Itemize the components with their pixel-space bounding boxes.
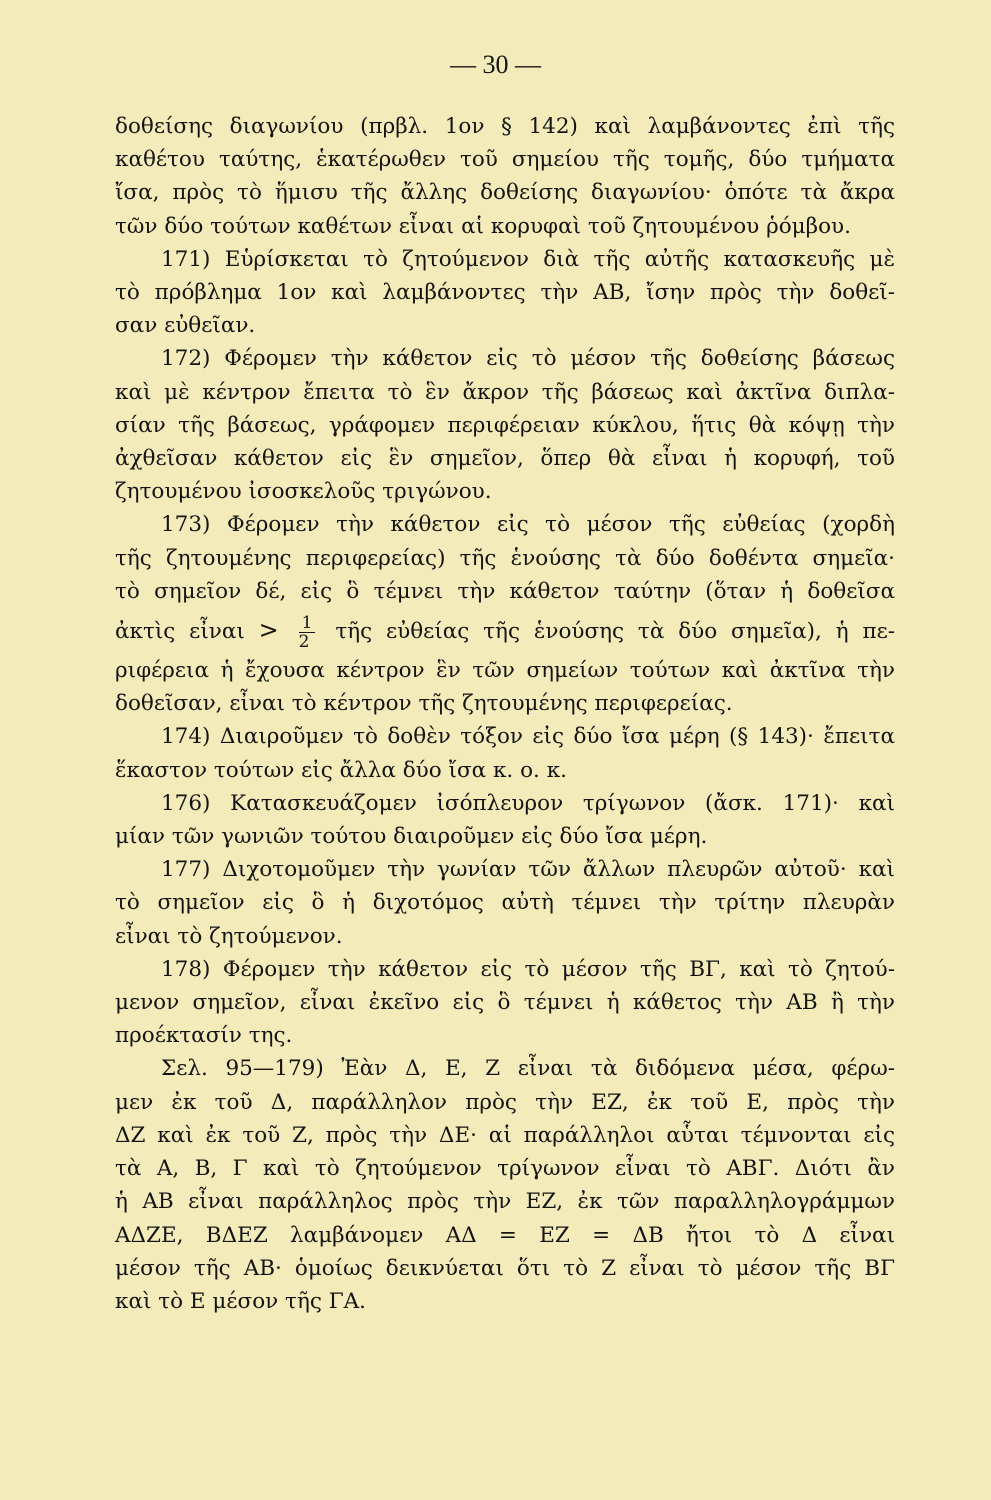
text-line: προέκτασίν της. (115, 1023, 293, 1049)
text-line: 178) Φέρομεν τὴν κάθετον εἰς τὸ μέσον τῆς ΒΓ, καὶ τὸ ζητού- (161, 956, 895, 982)
text-line: ἕκαστον τούτων εἰς ἄλλα δύο ἴσα κ. ο. κ. (115, 757, 567, 783)
text-line: 177) Διχοτομοῦμεν τὴν γωνίαν τῶν ἄλλων πλευρῶν αὐτοῦ· καὶ (161, 857, 895, 883)
text-line: τῆς ζητουμένης περιφερείας) τῆς ἑνούσης τὰ δύο δοθέντα σημεῖα· (115, 545, 895, 571)
text-line: ἴσα, πρὸς τὸ ἥμισυ τῆς ἄλλης δοθείσης διαγωνίου· ὁπότε τὰ ἄκρα (115, 180, 895, 206)
text-line: 171) Εὑρίσκεται τὸ ζητούμενον διὰ τῆς αὐτῆς κατασκευῆς μὲ (161, 246, 895, 272)
text-line: εἶναι τὸ ζητούμενον. (115, 923, 343, 949)
text-line: δοθείσης διαγωνίου (πρβλ. 1ον § 142) καὶ λαμβάνοντες ἐπὶ τῆς (115, 114, 895, 139)
fraction-denominator: 2 (298, 631, 310, 652)
text-line: τὸ πρόβλημα 1ον καὶ λαμβάνοντες τὴν ΑΒ, ἴσην πρὸς τὴν δοθεῖ- (115, 280, 895, 306)
text-line: σαν εὐθεῖαν. (115, 313, 256, 339)
text-line: σίαν τῆς βάσεως, γράφομεν περιφέρειαν κύκλου, ἥτις θὰ κόψῃ τὴν (115, 412, 895, 438)
fraction-line-before: ἀκτὶς εἶναι (115, 619, 245, 645)
text-line: δοθεῖσαν, εἶναι τὸ κέντρον τῆς ζητουμένης περιφερείας. (115, 691, 733, 717)
text-line: 176) Κατασκευάζομεν ἰσόπλευρον τρίγωνον (ἄσκ. 171)· καὶ (161, 790, 895, 816)
text-line: μίαν τῶν γωνιῶν τούτου διαιροῦμεν εἰς δύο ἴσα μέρη. (115, 824, 708, 850)
text-line: 174) Διαιροῦμεν τὸ δοθὲν τόξον εἰς δύο ἴσα μέρη (§ 143)· ἔπειτα (161, 724, 895, 750)
text-line: τὸ σημεῖον δέ, εἰς ὃ τέμνει τὴν κάθετον ταύτην (ὅταν ἡ δοθεῖσα (115, 578, 895, 604)
fraction-line (115, 608, 895, 654)
text-line: καθέτου ταύτης, ἑκατέρωθεν τοῦ σημείου τῆς τομῆς, δύο τμήματα (115, 147, 895, 173)
text-body (115, 110, 895, 1318)
text-line: μενον σημεῖον, εἶναι ἐκεῖνο εἰς ὃ τέμνει ἡ κάθετος τὴν ΑΒ ἢ τὴν (115, 990, 895, 1016)
text-line: ΔΖ καὶ ἐκ τοῦ Ζ, πρὸς τὴν ΔΕ· αἱ παράλληλοι αὗται τέμνονται εἰς (115, 1122, 895, 1148)
text-line: 172) Φέρομεν τὴν κάθετον εἰς τὸ μέσον τῆς δοθείσης βάσεως (161, 346, 895, 372)
text-line: τὰ Α, Β, Γ καὶ τὸ ζητούμενον τρίγωνον εἶναι τὸ ΑΒΓ. Διότι ἂν (115, 1156, 895, 1182)
greater-than-symbol: > (258, 616, 279, 645)
text-line: ἡ ΑΒ εἶναι παράλληλος πρὸς τὴν ΕΖ, ἐκ τῶν παραλληλογράμμων (115, 1189, 895, 1215)
text-line: ριφέρεια ἡ ἔχουσα κέντρον ἓν τῶν σημείων τούτων καὶ ἀκτῖνα τὴν (115, 658, 895, 684)
text-line: ζητουμένου ἰσοσκελοῦς τριγώνου. (115, 479, 492, 505)
fraction-one-half (299, 614, 316, 651)
fraction-numerator: 1 (299, 614, 316, 633)
page-number: — 30 — (450, 50, 541, 79)
text-line: Σελ. 95—179) Ἐὰν Δ, Ε, Ζ εἶναι τὰ διδόμενα μέσα, φέρω- (161, 1056, 895, 1082)
text-line: καὶ μὲ κέντρον ἔπειτα τὸ ἓν ἄκρον τῆς βάσεως καὶ ἀκτῖνα διπλα- (115, 379, 895, 405)
text-line: τὸ σημεῖον εἰς ὃ ἡ διχοτόμος αὐτὴ τέμνει τὴν τρίτην πλευρὰν (115, 890, 895, 916)
text-line: 173) Φέρομεν τὴν κάθετον εἰς τὸ μέσον τῆς εὐθείας (χορδὴ (161, 512, 895, 538)
text-line: τῶν δύο τούτων καθέτων εἶναι αἱ κορυφαὶ τοῦ ζητουμένου ῥόμβου. (115, 213, 851, 239)
text-line: ἀχθεῖσαν κάθετον εἰς ἓν σημεῖον, ὅπερ θὰ εἶναι ἡ κορυφή, τοῦ (115, 446, 895, 472)
text-line: μέσον τῆς ΑΒ· ὁμοίως δεικνύεται ὅτι τὸ Ζ εἶναι τὸ μέσον τῆς ΒΓ (115, 1255, 895, 1281)
fraction-line-after: τῆς εὐθείας τῆς ἑνούσης τὰ δύο σημεῖα), ἡ πε- (335, 619, 896, 645)
text-line: καὶ τὸ Ε μέσον τῆς ΓΑ. (115, 1288, 366, 1314)
text-line: ΑΔΖΕ, ΒΔΕΖ λαμβάνομεν ΑΔ = ΕΖ = ΔΒ ἤτοι τὸ Δ εἶναι (115, 1222, 895, 1248)
text-line: μεν ἐκ τοῦ Δ, παράλληλον πρὸς τὴν ΕΖ, ἐκ τοῦ Ε, πρὸς τὴν (115, 1089, 895, 1115)
